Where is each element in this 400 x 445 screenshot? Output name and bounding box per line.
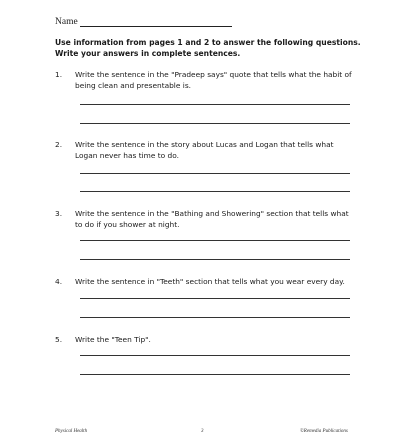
- footer-right: ©Remedia Publications: [300, 429, 348, 434]
- name-field-line[interactable]: [80, 26, 232, 27]
- question-text: Write the "Teen Tip".: [75, 335, 151, 344]
- question-text: Write the sentence in "Teeth" section that tells what you wear every day.: [75, 277, 345, 286]
- instructions: [55, 37, 375, 59]
- answer-line[interactable]: [80, 240, 350, 241]
- question-text: Write the sentence in the "Pradeep says" quote that tells what the habit of being clean and presentable is.: [75, 70, 352, 90]
- answer-line[interactable]: [80, 123, 350, 124]
- answer-line[interactable]: [80, 355, 350, 356]
- instructions-line-1: Use information from pages 1 and 2 to answer the following questions.: [55, 38, 361, 47]
- question-number: 2.: [55, 140, 63, 149]
- question-text: Write the sentence in the story about Lucas and Logan that tells what Logan never has time to do.: [75, 140, 334, 160]
- answer-line[interactable]: [80, 298, 350, 299]
- answer-line[interactable]: [80, 191, 350, 192]
- answer-line[interactable]: [80, 317, 350, 318]
- page-number: 3: [201, 429, 204, 434]
- answer-line[interactable]: [80, 259, 350, 260]
- answer-line[interactable]: [80, 374, 350, 375]
- footer-left: Physical Health: [55, 429, 88, 434]
- question-number: 5.: [55, 335, 63, 344]
- name-label: Name: [55, 17, 78, 27]
- question-text: Write the sentence in the "Bathing and Showering" section that tells what to do if you shower at night.: [75, 209, 349, 229]
- answer-line[interactable]: [80, 173, 350, 174]
- answer-line[interactable]: [80, 104, 350, 105]
- question-number: 3.: [55, 209, 63, 218]
- question-number: 1.: [55, 70, 63, 79]
- question-number: 4.: [55, 277, 63, 286]
- instructions-line-2: Write your answers in complete sentences.: [55, 49, 241, 58]
